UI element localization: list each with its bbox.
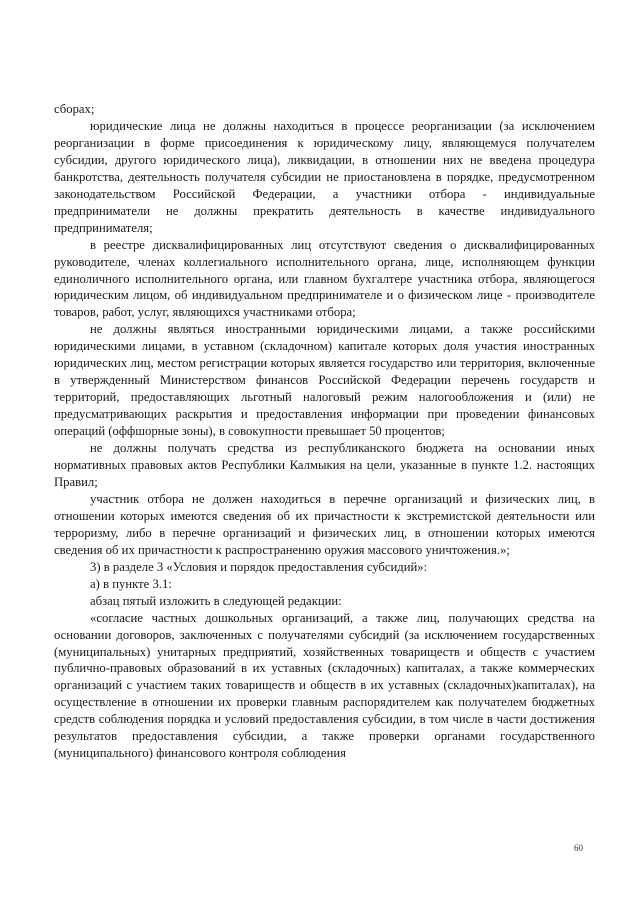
paragraph-section-3: 3) в разделе 3 «Условия и порядок предоставления субсидий»: [90,559,428,574]
paragraph-clause-3-1: а) в пункте 3.1: [90,576,172,591]
paragraph-continuation: сборах; [54,102,95,116]
paragraph-foreign-entities: не должны являться иностранными юридическими лицами, а также российскими юридическими лицами, в уставном (складочном) капитале которых доля участия иностранных юридических лиц, местом регистрации которых является государство или территория, включенные в утвержденный Министерством финансов Российской Федерации перечень государств и территорий, предоставляющих льготный налоговый режим налогообложения и (или) не предусматривающих раскрытия и предоставления информации при проведении финансовых операций (оффшорные зоны), в совокупности превышает 50 процентов; [54,322,595,439]
paragraph-disqualified-registry: в реестре дисквалифицированных лиц отсутствуют сведения о дисквалифицированных руководителе, членах коллегиального исполнительного органа, лице, исполняющем функции единоличного исполнительного органа, или главном бухгалтере участника отбора, являющегося юридическим лицом, об индивидуальном предпринимателе и о физическом лице - производителе товаров, работ, услуг, являющихся участниками отбора; [54,237,595,320]
document-body [54,101,595,762]
paragraph-fifth-indent: абзац пятый изложить в следующей редакции: [90,593,342,608]
paragraph-republican-budget: не должны получать средства из республиканского бюджета на основании иных нормативных правовых актов Республики Калмыкия на цели, указанные в пункте 1.2. настоящих Правил; [54,441,595,489]
paragraph-reorganization: юридические лица не должны находиться в процессе реорганизации (за исключением реорганизации в форме присоединения к юридическому лицу, являющемуся получателем субсидии, другого юридического лица), ликвидации, в отношении них не введена процедура банкротства, деятельность получателя субсидии не приостановлена в порядке, предусмотренном законодательством Российской Федерации, а участники отбора - индивидуальные предприниматели не должны прекратить деятельность в качестве индивидуального предпринимателя; [54,118,595,235]
paragraph-consent: «согласие частных дошкольных организаций, а также лиц, получающих средства на основании договоров, заключенных с получателями субсидий (за исключением государственных (муниципальных) унитарных предприятий, хозяйственных товариществ и обществ с участием публично-правовых образований в их уставных (складочных) капиталах, а также коммерческих организаций с участием таких товариществ и обществ в их уставных (складочных)капиталах), на осуществление в отношении их проверки главным распорядителем как получателем бюджетных средств соблюдения порядка и условий предоставления субсидии, в том числе в части достижения результатов предоставления субсидии, а также проверки органами государственного (муниципального) финансового контроля соблюдения [54,610,595,761]
page-number: 60 [574,843,583,853]
paragraph-extremism-list: участник отбора не должен находиться в перечне организаций и физических лиц, в отношении которых имеются сведения об их причастности к экстремистской деятельности или терроризму, либо в перечне организаций и физических лиц, в отношении которых имеются сведения об их причастности к распространению оружия массового уничтожения.»; [54,491,595,557]
